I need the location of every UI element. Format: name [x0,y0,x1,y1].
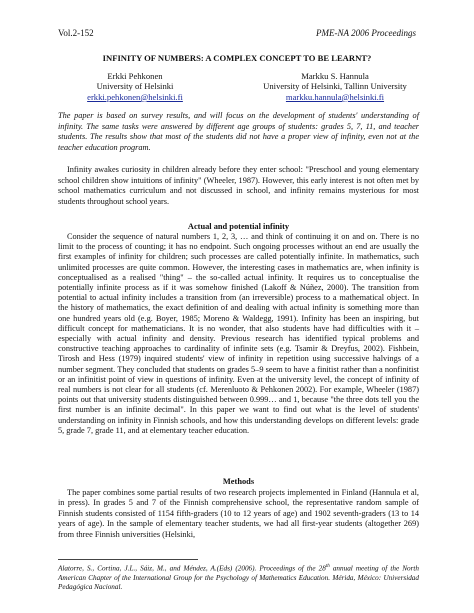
footnote-rule [58,559,198,560]
paper-title: INFINITY OF NUMBERS: A COMPLEX CONCEPT TO BE LEARNT? [102,53,372,63]
volume-page-number: Vol.2-152 [58,28,94,38]
section-body-methods: The paper combines some partial results of two research projects implemented in Finland (Hannula et al, in press). In grades 5 and 7 of the Finnish comprehensive school, the representative random sample of Finnish students consisted of 1154 fifth-graders (10 to 12 years of age) and 1902 seventh-graders (13 to 14 years of age). In the sample of elementary teacher students, we had all first-year students (altogether 269) from three Finnish universities (Helsinki, [58,488,419,539]
abstract: The paper is based on survey results, and will focus on the development of students' understanding of infinity. The same tasks were answered by different age groups of students: grades 5, 7, 11, and teacher students. The results show that most of the students did not have a proper view of infinity, even not at the teacher education program. [58,111,419,153]
section-heading-actual-potential-infinity: Actual and potential infinity [187,222,290,231]
section-body-actual-potential-infinity: Consider the sequence of natural numbers 1, 2, 3, … and think of continuing it on and on. There is no limit to the process of counting; it has no endpoint. Such ongoing processes without an end are usually the first examples of infinity for children; such processes are called potentially infinite. In mathematics, such unlimited processes are quite common. However, the interesting cases in mathematics are, when infinity is conceptualised as a realised "thing" – the so-called actual infinity. It requires us to conceptualise the potentially infinite process as if it was somehow finished (Lakoff & Núñez, 2000). The transition from potential to actual infinity includes a transition from (an irreversible) process to a mathematical object. In the history of mathematics, the exact definition of and dealing with actual infinity is something more than one hundred years old (e.g. Boyer, 1985; Moreno & Waldegg, 1991). Infinity has been an inspiring, but difficult concept for mathematicians. It is no wonder, that also students have had difficulties with it – especially with actual infinity and density. Previous research has identified typical problems and constructive teaching approaches to cardinality of infinite sets (e.g. Tsamir & Dreyfus, 2002). Fishbein, Tirosh and Hess (1979) inquired students' view of infinity in repetition using successive halvings of a number segment. They concluded that students on grades 5–9 seem to have a finitist rather than a nonfinitist or an infinitist point of view in questions of infinity. Even at the university level, the concept of infinity of real numbers is not clear for all students (cf. Merenluoto & Pehkonen 2002). For example, Wheeler (1987) points out that university students distinguished between 0.999… and 1, because "the three dots tell you the first number is an infinite decimal". In this paper we want to find out what is the level of students' understanding on infinity in Finnish schools, and how this understanding develops on different levels: grade 5, grade 7, grade 11, and at elementary teacher education. [58,232,419,435]
author-email-link[interactable]: erkki.pehkonen@helsinki.fi [87,91,183,102]
footnote-text-end: annual meeting of the North American Chapter of the International Group for the Psychology of Mathematics Education. Mérida, México: Universidad Pedagógica Nacional. [58,564,419,591]
author-affiliation: University of Helsinki, Tallinn University [263,81,407,92]
author-affiliation: University of Helsinki [96,81,174,92]
section-heading-methods: Methods [222,477,255,486]
intro-paragraph: Infinity awakes curiosity in children already before they enter school: "Preschool and young elementary school children show intuitions of infinity" (Wheeler, 1987). However, this early interest is not often met by school mathematics curriculum and not discussed in school, and infinity remains mysterious for most students throughout school years. [58,165,419,207]
author-block-2 [250,71,420,102]
proceedings-name: PME-NA 2006 Proceedings [316,28,416,38]
author-block-1 [50,71,220,102]
footnote-superscript: th [325,564,330,569]
footnote-text-start: Alatorre, S., Cortina, J.L., Sáiz, M., and Méndez, A.(Eds) (2006). Proceedings of the 28 [58,564,326,573]
citation-footnote [58,562,419,592]
author-name: Erkki Pehkonen [107,71,163,81]
running-header [58,27,416,39]
author-name: Markku S. Hannula [301,71,369,81]
author-email-link[interactable]: markku.hannula@helsinki.fi [285,91,385,102]
